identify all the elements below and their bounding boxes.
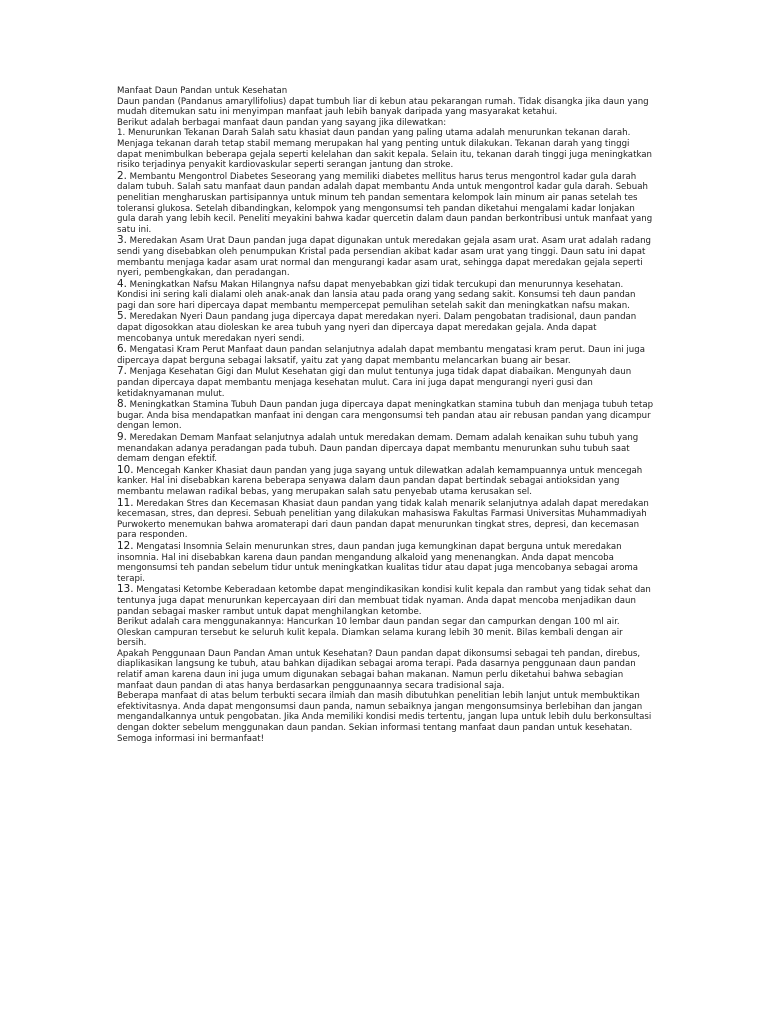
list-item: [117, 432, 654, 465]
list-item: [117, 584, 654, 617]
list-item: [117, 171, 654, 236]
list-item-text: Menurunkan Tekanan Darah Salah satu khasiat daun pandan yang paling utama adalah menurunkan tekanan darah. Menjaga tekanan darah tetap stabil memang merupakan hal yang penting untuk dilakukan. Tekanan darah yang tinggi dapat menimbulkan beberapa gejala seperti kelelahan dan sakit kepala. Selain itu, tekanan darah tinggi juga meningkatkan risiko terjadinya penyakit kardiovaskular seperti serangan jantung dan stroke.: [117, 128, 652, 171]
list-item-number: 1.: [117, 128, 126, 139]
intro-paragraph: Daun pandan (Pandanus amaryllifolius) dapat tumbuh liar di kebun atau pekarangan rumah. Tidak disangka jika daun yang mudah ditemukan satu ini menyimpan manfaat jauh lebih banyak daripada yang masyarakat ketahui.: [117, 96, 649, 118]
document-title: Manfaat Daun Pandan untuk Kesehatan: [117, 86, 288, 96]
list-item-number: 2.: [117, 169, 127, 182]
list-item-text: Meredakan Nyeri Daun pandang juga dipercaya dapat meredakan nyeri. Dalam pengobatan tradisional, daun pandan dapat digosokkan atau dioleskan ke area tubuh yang nyeri dan dipercaya dapat meredakan gejala. Anda dapat mencobanya untuk meredakan nyeri sendi.: [117, 312, 637, 344]
list-item: [117, 366, 654, 399]
list-item-text: Meningkatkan Nafsu Makan Hilangnya nafsu dapat menyebabkan gizi tidak tercukupi dan menurunnya kesehatan. Kondisi ini sering kali dialami oleh anak-anak dan lansia atau pada orang yang sedang sakit. Konsumsi teh daun pandan pagi dan sore hari dipercaya dapat membantu mempercepat pemulihan setelah sakit dan meningkatkan nafsu makan.: [117, 279, 636, 311]
intro-lead-in: Berikut adalah berbagai manfaat daun pandan yang sayang jika dilewatkan:: [117, 117, 447, 128]
list-item: [117, 498, 654, 541]
list-item-text: Meredakan Demam Manfaat selanjutnya adalah untuk meredakan demam. Demam adalah kenaikan suhu tubuh yang menandakan adanya peradangan pada tubuh. Daun pandan dipercaya dapat membantu menurunkan suhu tubuh saat demam dengan efektif.: [117, 433, 639, 465]
conclusion-paragraph: Beberapa manfaat di atas belum terbukti secara ilmiah dan masih dibutuhkan penelitian lebih lanjut untuk membuktikan efektivitasnya. Anda dapat mengonsumsi daun panda, namun sebaiknya jangan mengonsumsinya berlebihan dan jangan mengandalkannya untuk pengobatan. Jika Anda memiliki kondisi medis tertentu, jangan lupa untuk lebih dulu berkonsultasi dengan dokter sebelum menggunakan daun pandan. Sekian informasi tentang manfaat daun pandan untuk kesehatan. Semoga informasi ini bermanfaat!: [117, 691, 652, 744]
usage-paragraph: Berikut adalah cara menggunakannya: Hancurkan 10 lembar daun pandan segar dan campurkan dengan 100 ml air. Oleskan campuran tersebut ke seluruh kulit kepala. Diamkan selama kurang lebih 30 menit. Bilas kembali dengan air bersih.: [117, 617, 623, 649]
list-item-text: Meningkatkan Stamina Tubuh Daun pandan juga dipercaya dapat meningkatkan stamina tubuh dan menjaga tubuh tetap bugar. Anda bisa mendapatkan manfaat ini dengan cara mengonsumsi teh pandan atau air rebusan pandan yang dicampur dengan lemon.: [117, 400, 654, 432]
list-item-number: 7.: [117, 365, 127, 378]
safety-paragraph: Apakah Penggunaan Daun Pandan Aman untuk Kesehatan? Daun pandan dapat dikonsumsi sebagai teh pandan, direbus, diaplikasikan langsung ke tubuh, atau bahkan dijadikan sebagai aroma terapi. Pada dasarnya penggunaan daun pandan relatif aman karena daun ini juga umum digunakan sebagai bahan makanan. Namun perlu diketahui bahwa sebagian manfaat daun pandan di atas hanya berdasarkan penggunaannya secara tradisional saja.: [117, 648, 641, 691]
list-item-text: Mencegah Kanker Khasiat daun pandan yang juga sayang untuk dilewatkan adalah kemampuannya untuk mencegah kanker. Hal ini disebabkan karena beberapa senyawa dalam daun pandan dapat bertindak sebagai antioksidan yang membantu melawan radikal bebas, yang merupakan salah satu penyebab utama kerusakan sel.: [117, 465, 643, 497]
list-item-text: Membantu Mengontrol Diabetes Seseorang yang memiliki diabetes mellitus harus terus mengontrol kadar gula darah dalam tubuh. Salah satu manfaat daun pandan adalah dapat membantu Anda untuk mengontrol kadar gula darah. Sebuah penelitian mengharuskan partisipannya untuk minum teh pandan sementara kelompok lain minum air panas setelah tes toleransi glukosa. Setelah dibandingkan, kelompok yang mengonsumsi teh pandan diketahui mengalami kadar lonjakan gula darah yang lebih kecil. Peneliti meyakini bahwa kadar quercetin dalam daun pandan berkontribusi untuk manfaat yang satu ini.: [117, 171, 653, 235]
list-item-number: 9.: [117, 431, 127, 443]
list-item: [117, 279, 654, 312]
list-item-number: 3.: [117, 234, 127, 247]
list-item-number: 13.: [117, 583, 134, 596]
list-item: [117, 541, 654, 584]
list-item: [117, 128, 654, 170]
list-item-number: 8.: [117, 398, 127, 411]
list-item-number: 5.: [117, 310, 127, 323]
document-body: [117, 86, 654, 744]
list-item-number: 11.: [117, 496, 134, 509]
list-item-number: 10.: [117, 463, 134, 476]
list-item-text: Mengatasi Kram Perut Manfaat daun pandan selanjutnya adalah dapat membantu mengatasi kram perut. Daun ini juga dipercaya dapat berguna sebagai laksatif, yaitu zat yang dapat membantu melancarkan buang air besar.: [117, 345, 645, 366]
list-item: [117, 235, 654, 278]
list-item-number: 12.: [117, 539, 134, 552]
list-item: [117, 344, 654, 366]
list-item-text: Meredakan Asam Urat Daun pandan juga dapat digunakan untuk meredakan gejala asam urat. Asam urat adalah radang sendi yang disebabkan oleh penumpukan Kristal pada persendian akibat kadar asam urat yang tinggi. Daun satu ini dapat membantu menjaga kadar asam urat normal dan mengurangi kadar asam urat, sehingga dapat meredakan gejala seperti nyeri, pembengkakan, dan peradangan.: [117, 236, 652, 279]
list-item-text: Menjaga Kesehatan Gigi dan Mulut Kesehatan gigi dan mulut tentunya juga tidak dapat diabaikan. Mengunyah daun pandan dipercaya dapat membantu menjaga kesehatan mulut. Cara ini juga dapat mengurangi nyeri gusi dan ketidaknyamanan mulut.: [117, 367, 632, 399]
list-item-text: Meredakan Stres dan Kecemasan Khasiat daun pandan yang tidak kalah menarik selanjutnya adalah dapat meredakan kecemasan, stres, dan depresi. Sebuah penelitian yang dilakukan mahasiswa Fakultas Farmasi Universitas Muhammadiyah Purwokerto menemukan bahwa aromaterapi dari daun pandan dapat menurunkan tingkat stres, depresi, dan kecemasan para responden.: [117, 498, 649, 541]
list-item: [117, 311, 654, 344]
list-item-text: Mengatasi Ketombe Keberadaan ketombe dapat mengindikasikan kondisi kulit kepala dan rambut yang tidak sehat dan tentunya juga dapat menurunkan kepercayaan diri dan membuat tidak nyaman. Anda dapat mencoba menjadikan daun pandan sebagai masker rambut untuk dapat menghilangkan ketombe.: [117, 585, 651, 617]
list-item-number: 6.: [117, 343, 127, 356]
list-item-text: Mengatasi Insomnia Selain menurunkan stres, daun pandan juga kemungkinan dapat berguna untuk meredakan insomnia. Hal ini disebabkan karena daun pandan mengandung alkaloid yang menenangkan. Anda dapat mencoba mengonsumsi teh pandan sebelum tidur untuk meningkatkan kualitas tidur atau dapat juga mencobanya sebagai aroma terapi.: [117, 541, 639, 584]
list-item-number: 4.: [117, 277, 127, 290]
list-item: [117, 465, 654, 498]
list-item: [117, 399, 654, 432]
